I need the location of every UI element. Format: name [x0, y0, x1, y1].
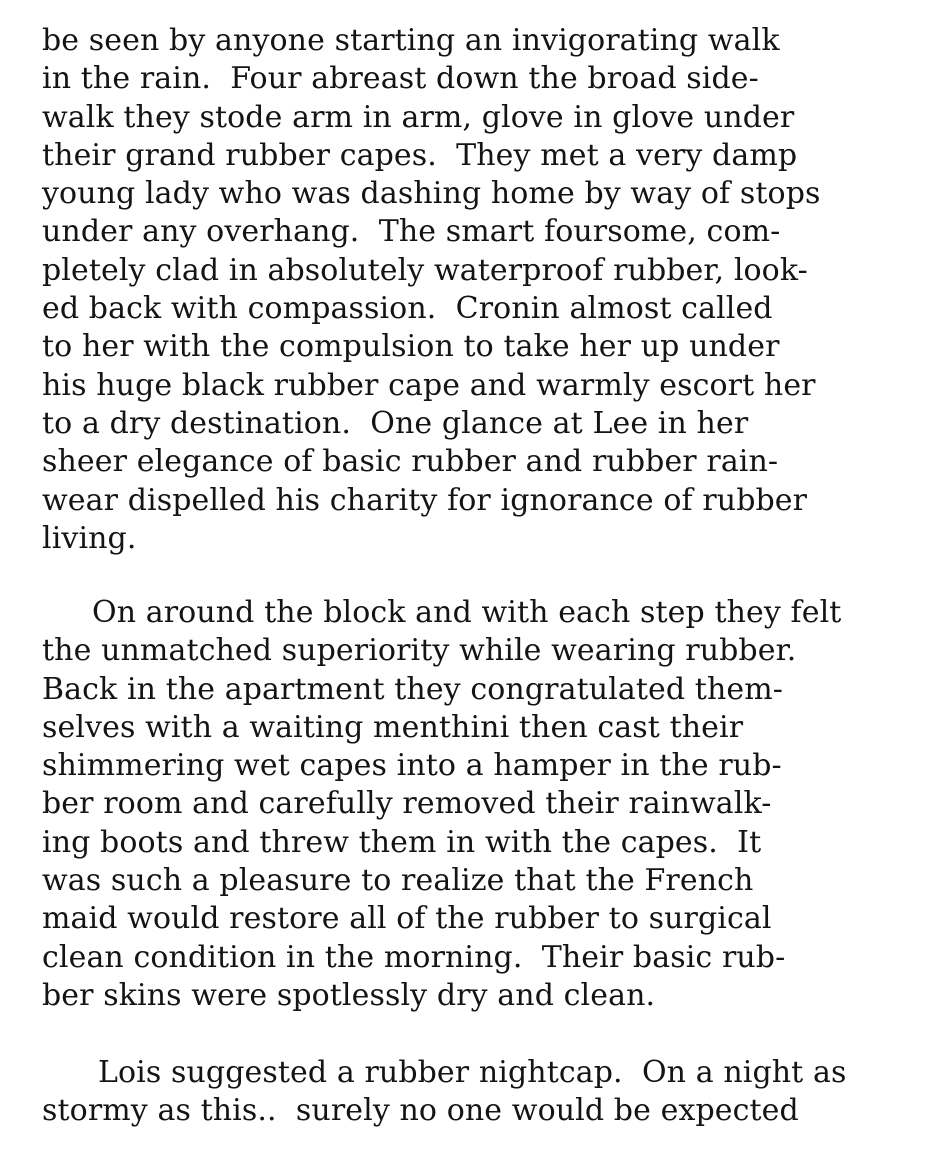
paragraph-2 — [42, 594, 922, 1015]
text-line: pletely clad in absolutely waterproof rubber, look- — [42, 252, 808, 288]
paragraph-3 — [42, 1054, 922, 1131]
text-line: the unmatched superiority while wearing rubber. — [42, 633, 797, 669]
text-line: living. — [42, 520, 137, 556]
text-line: their grand rubber capes. They met a very damp — [42, 137, 798, 173]
text-line: to her with the compulsion to take her up under — [42, 329, 780, 365]
text-line: clean condition in the morning. Their basic rub- — [42, 939, 786, 975]
text-line: walk they stode arm in arm, glove in glove under — [42, 99, 795, 135]
text-line: ber room and carefully removed their rainwalk- — [42, 786, 772, 822]
text-line: young lady who was dashing home by way of stops — [42, 176, 821, 212]
text-line: ed back with compassion. Cronin almost called — [42, 291, 773, 327]
text-line: under any overhang. The smart foursome, com- — [42, 214, 781, 250]
text-line: in the rain. Four abreast down the broad side- — [42, 61, 759, 97]
text-line: was such a pleasure to realize that the French — [42, 863, 754, 899]
text-line: selves with a waiting menthini then cast their — [42, 709, 744, 745]
text-line: ing boots and threw them in with the capes. It — [42, 824, 762, 860]
text-line: maid would restore all of the rubber to surgical — [42, 901, 772, 937]
text-line: his huge black rubber cape and warmly escort her — [42, 367, 816, 403]
text-line: stormy as this.. surely no one would be expected — [42, 1093, 799, 1129]
text-line: sheer elegance of basic rubber and rubber rain- — [42, 444, 779, 480]
text-line: to a dry destination. One glance at Lee in her — [42, 405, 749, 441]
text-line: Back in the apartment they congratulated them- — [42, 671, 784, 707]
text-line: Lois suggested a rubber nightcap. On a night as — [98, 1055, 847, 1090]
text-line: wear dispelled his charity for ignorance of rubber — [42, 482, 808, 518]
text-line: On around the block and with each step they felt — [92, 595, 842, 630]
text-line: be seen by anyone starting an invigorating walk — [42, 23, 780, 58]
text-line: ber skins were spotlessly dry and clean. — [42, 977, 656, 1013]
text-line: shimmering wet capes into a hamper in the rub- — [42, 748, 782, 784]
paragraph-1 — [42, 22, 922, 558]
